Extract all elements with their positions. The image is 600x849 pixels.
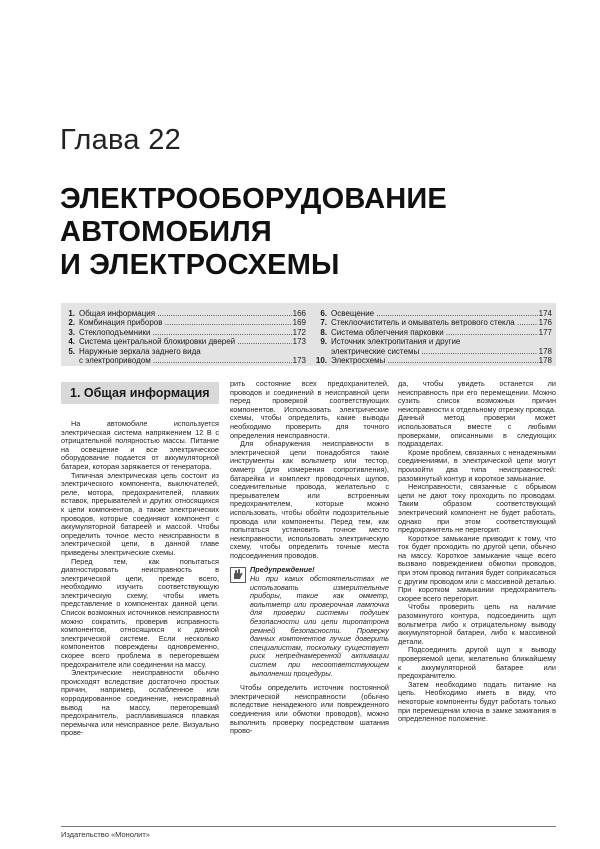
toc-item xyxy=(61,309,306,318)
toc-item-title: Стеклоподъемники ..... xyxy=(79,328,292,337)
section-heading: 1. Общая информация xyxy=(61,382,219,404)
toc-item-number: 7. xyxy=(320,318,327,328)
toc-item-title: электрические системы ..... xyxy=(331,347,538,356)
footer-divider xyxy=(61,826,556,827)
toc-item-title: с электроприводом ..... xyxy=(79,356,292,365)
toc-item-number: 9. xyxy=(320,337,327,347)
warning-text: Ни при каких обстоятельствах не использовать измерительные приборы, такие как омметр, вольтметр или проверочная лампочка для проверки системы подушек безопасности или цепи пиропатрона ремней безопасности. Проверку данных компонентов лучше доверить специалистам, поскольку существует риск непреднамеренной активации систем при несоответствующем выполнении процедуры. xyxy=(250,574,389,678)
toc-item-number: 5. xyxy=(68,346,75,356)
text-column-1 xyxy=(61,420,219,738)
title-line-1: ЭЛЕКТРООБОРУДОВАНИЕ xyxy=(60,183,447,215)
toc-item xyxy=(313,347,552,356)
column-2-text-bottom xyxy=(230,684,389,736)
paragraph: Электрические неисправности обычно происходят вследствие достаточно простых причин, например, ослабленное или корродированное соединение, неисправный вывод на массу, перегоревший предохранитель, расплавившаяся плавкая перемычка или неисправное реле. Визуально прове- xyxy=(61,668,219,738)
paragraph: Подсоединить другой щуп к выводу проверяемой цепи, желательно ближайшему к аккумуляторной батарее или предохранителю. xyxy=(398,645,556,681)
toc-item-title: Источник электропитания и другие xyxy=(331,337,461,347)
title-line-2: АВТОМОБИЛЯ xyxy=(60,216,272,248)
toc-item xyxy=(61,318,306,327)
column-2-text-top xyxy=(230,380,389,560)
toc-item-page: 172 xyxy=(292,327,306,337)
paragraph: Типичная электрическая цепь состоит из электрического компонента, выключателей, реле, мотора, предохранителей, плавких вставок, прерывателей и других относящихся к цепи компонентов, а также электрических проводов, которые соединяют компонент с аккумуляторной батареей и массой. Чтобы определить точное место неисправности в электрической цепи, в данной главе приведены электрические схемы. xyxy=(61,470,219,557)
paragraph: Чтобы проверить цепь на наличие разомкнутого контура, подсоединить щуп вольтметра либо к отрицательному выводу аккумуляторной батареи, либо к массивной детали. xyxy=(398,602,556,646)
toc-item-title: Электросхемы ..... xyxy=(331,356,538,365)
paragraph: рить состояние всех предохранителей, проводов и соединений в неисправной цепи перед проверкой соответствующих компонентов. Использовать электрические схемы, чтобы определить, какие выводы необходимо проверить для точного определения неисправности. xyxy=(230,379,389,440)
toc-item-page: 173 xyxy=(292,337,306,347)
toc-item-number: 1. xyxy=(68,309,75,318)
toc-right-column xyxy=(313,309,552,365)
toc-item-page: 174 xyxy=(538,309,552,318)
toc-item-number xyxy=(313,347,327,356)
toc-item-page: 178 xyxy=(538,356,552,366)
paragraph: Короткое замыкание приводит к тому, что ток будет проходить по другой цепи, обычно на массу. Короткое замыкание чаще всего вызвано повреждением обмотки проводов, при этом провод питания будет соприкасаться с другим проводом или с массивной деталью. При коротком замыкании предохранитель скорее всего перегорит. xyxy=(398,533,556,603)
toc-item xyxy=(61,337,306,346)
toc-item-page: 169 xyxy=(292,318,306,328)
toc-item-number xyxy=(61,356,75,365)
paragraph: да, чтобы увидеть останется ли неисправность при его перемещении. Можно сузить список возможных причин неисправности к отдельному отрезку провода. Данный метод проверки может использоваться вместе с любыми проверками, описанными в следующих подразделах. xyxy=(398,379,556,449)
toc-item-title: Общая информация ..... xyxy=(79,309,292,318)
toc-item-page: 178 xyxy=(538,346,552,356)
toc-item-page: 177 xyxy=(538,327,552,337)
paragraph: Неисправности, связанные с обрывом цепи не дают току проходить по проводам. Таким образом соответствующий электрический компонент не будет работать, однако при этом соответствующий предохранитель не перегорит. xyxy=(398,482,556,535)
toc-item xyxy=(61,328,306,337)
toc-item-page xyxy=(201,347,202,356)
toc-item-page xyxy=(460,337,461,346)
toc-item xyxy=(61,347,306,356)
text-column-2 xyxy=(230,380,389,736)
paragraph: Кроме проблем, связанных с ненадежными соединениями, в электрической цепи могут произойти два типа неисправностей: разомкнутый контур и короткое замыкание. xyxy=(398,447,556,483)
warning-box xyxy=(230,566,389,678)
publisher-footer: Издательство «Монолит» xyxy=(61,830,150,839)
paragraph: На автомобиле используется электрическая система напряжением 12 В с отрицательной полярностью массы. Питание на освещение и все электрическое оборудование подается от аккумуляторной батареи, которая заряжается от генератора. xyxy=(61,419,219,471)
paragraph: Затем необходимо подать питание на цепь. Необходимо иметь в виду, что некоторые компоненты будут работать только при перемещении ключа в замке зажигания в определенное положение. xyxy=(398,679,556,724)
toc-item-title: Освещение ..... xyxy=(331,309,538,318)
toc-item xyxy=(313,337,552,346)
toc-item xyxy=(313,356,552,365)
warning-hand-icon xyxy=(230,567,246,583)
toc-item-number: 3. xyxy=(68,327,75,337)
toc-item-title: Комбинация приборов ..... xyxy=(79,318,292,327)
toc-item-number: 6. xyxy=(320,309,327,318)
toc-item-number: 2. xyxy=(68,318,75,328)
toc-item-page: 166 xyxy=(292,309,306,318)
toc-item xyxy=(313,309,552,318)
toc-item xyxy=(61,356,306,365)
toc-item-number: 10. xyxy=(315,356,327,366)
toc-item-title: Наружные зеркала заднего вида xyxy=(79,346,201,356)
title-line-3: И ЭЛЕКТРОСХЕМЫ xyxy=(60,249,340,281)
warning-title: Предупреждение! xyxy=(250,565,315,575)
toc-item xyxy=(313,318,552,327)
paragraph: Перед тем, как попытаться диагностировать неисправность в электрической цепи, прежде всего, необходимо изучить соответствующую электрическую схему, чтобы иметь представление о компонентах данной цепи. Список возможных источников неисправности можно сократить, проверив исправность компонентов, относящихся к данной электрической системе. Если несколько компонентов повреждены одновременно, скорее всего проблема в перегоревшем предохранителе или соединении на массу. xyxy=(61,556,219,669)
toc-left-column xyxy=(61,309,306,365)
toc-item-page: 176 xyxy=(538,318,552,328)
toc-item-title: Стеклоочиститель и омыватель ветрового стекла ..... xyxy=(331,318,538,327)
text-column-3 xyxy=(398,380,556,724)
toc-item-page: 173 xyxy=(292,356,306,366)
toc-item-title: Система центральной блокировки дверей ..... xyxy=(79,337,292,346)
paragraph: Для обнаружения неисправности в электрической цепи понадобятся такие инструменты как вольтметр или тестор, омметр (для измерения сопротивления), батарейка и комплект проводочных щупов, соединительные провода, желательно с прерывателем или встроенным предохранителем, которые можно использовать, чтобы обойти подозрительные провода или компоненты. Перед тем, как попытаться установить точное место неисправности, использовать электрическую схему, чтобы определить точные места подсоединения проводов. xyxy=(230,439,389,560)
paragraph: Чтобы определить источник постоянной электрической неисправности (обычно вследствие ненадежного или поврежденного соединения или обмотки проводов), можно выполнить проверку посредством шатания прово- xyxy=(230,683,389,736)
toc-item-title: Система облегчения парковки ..... xyxy=(331,328,538,337)
toc-item xyxy=(313,328,552,337)
table-of-contents xyxy=(61,303,556,366)
chapter-title xyxy=(60,183,560,282)
toc-item-number: 4. xyxy=(68,337,75,347)
chapter-label: Глава 22 xyxy=(60,124,182,156)
toc-item-number: 8. xyxy=(320,327,327,337)
